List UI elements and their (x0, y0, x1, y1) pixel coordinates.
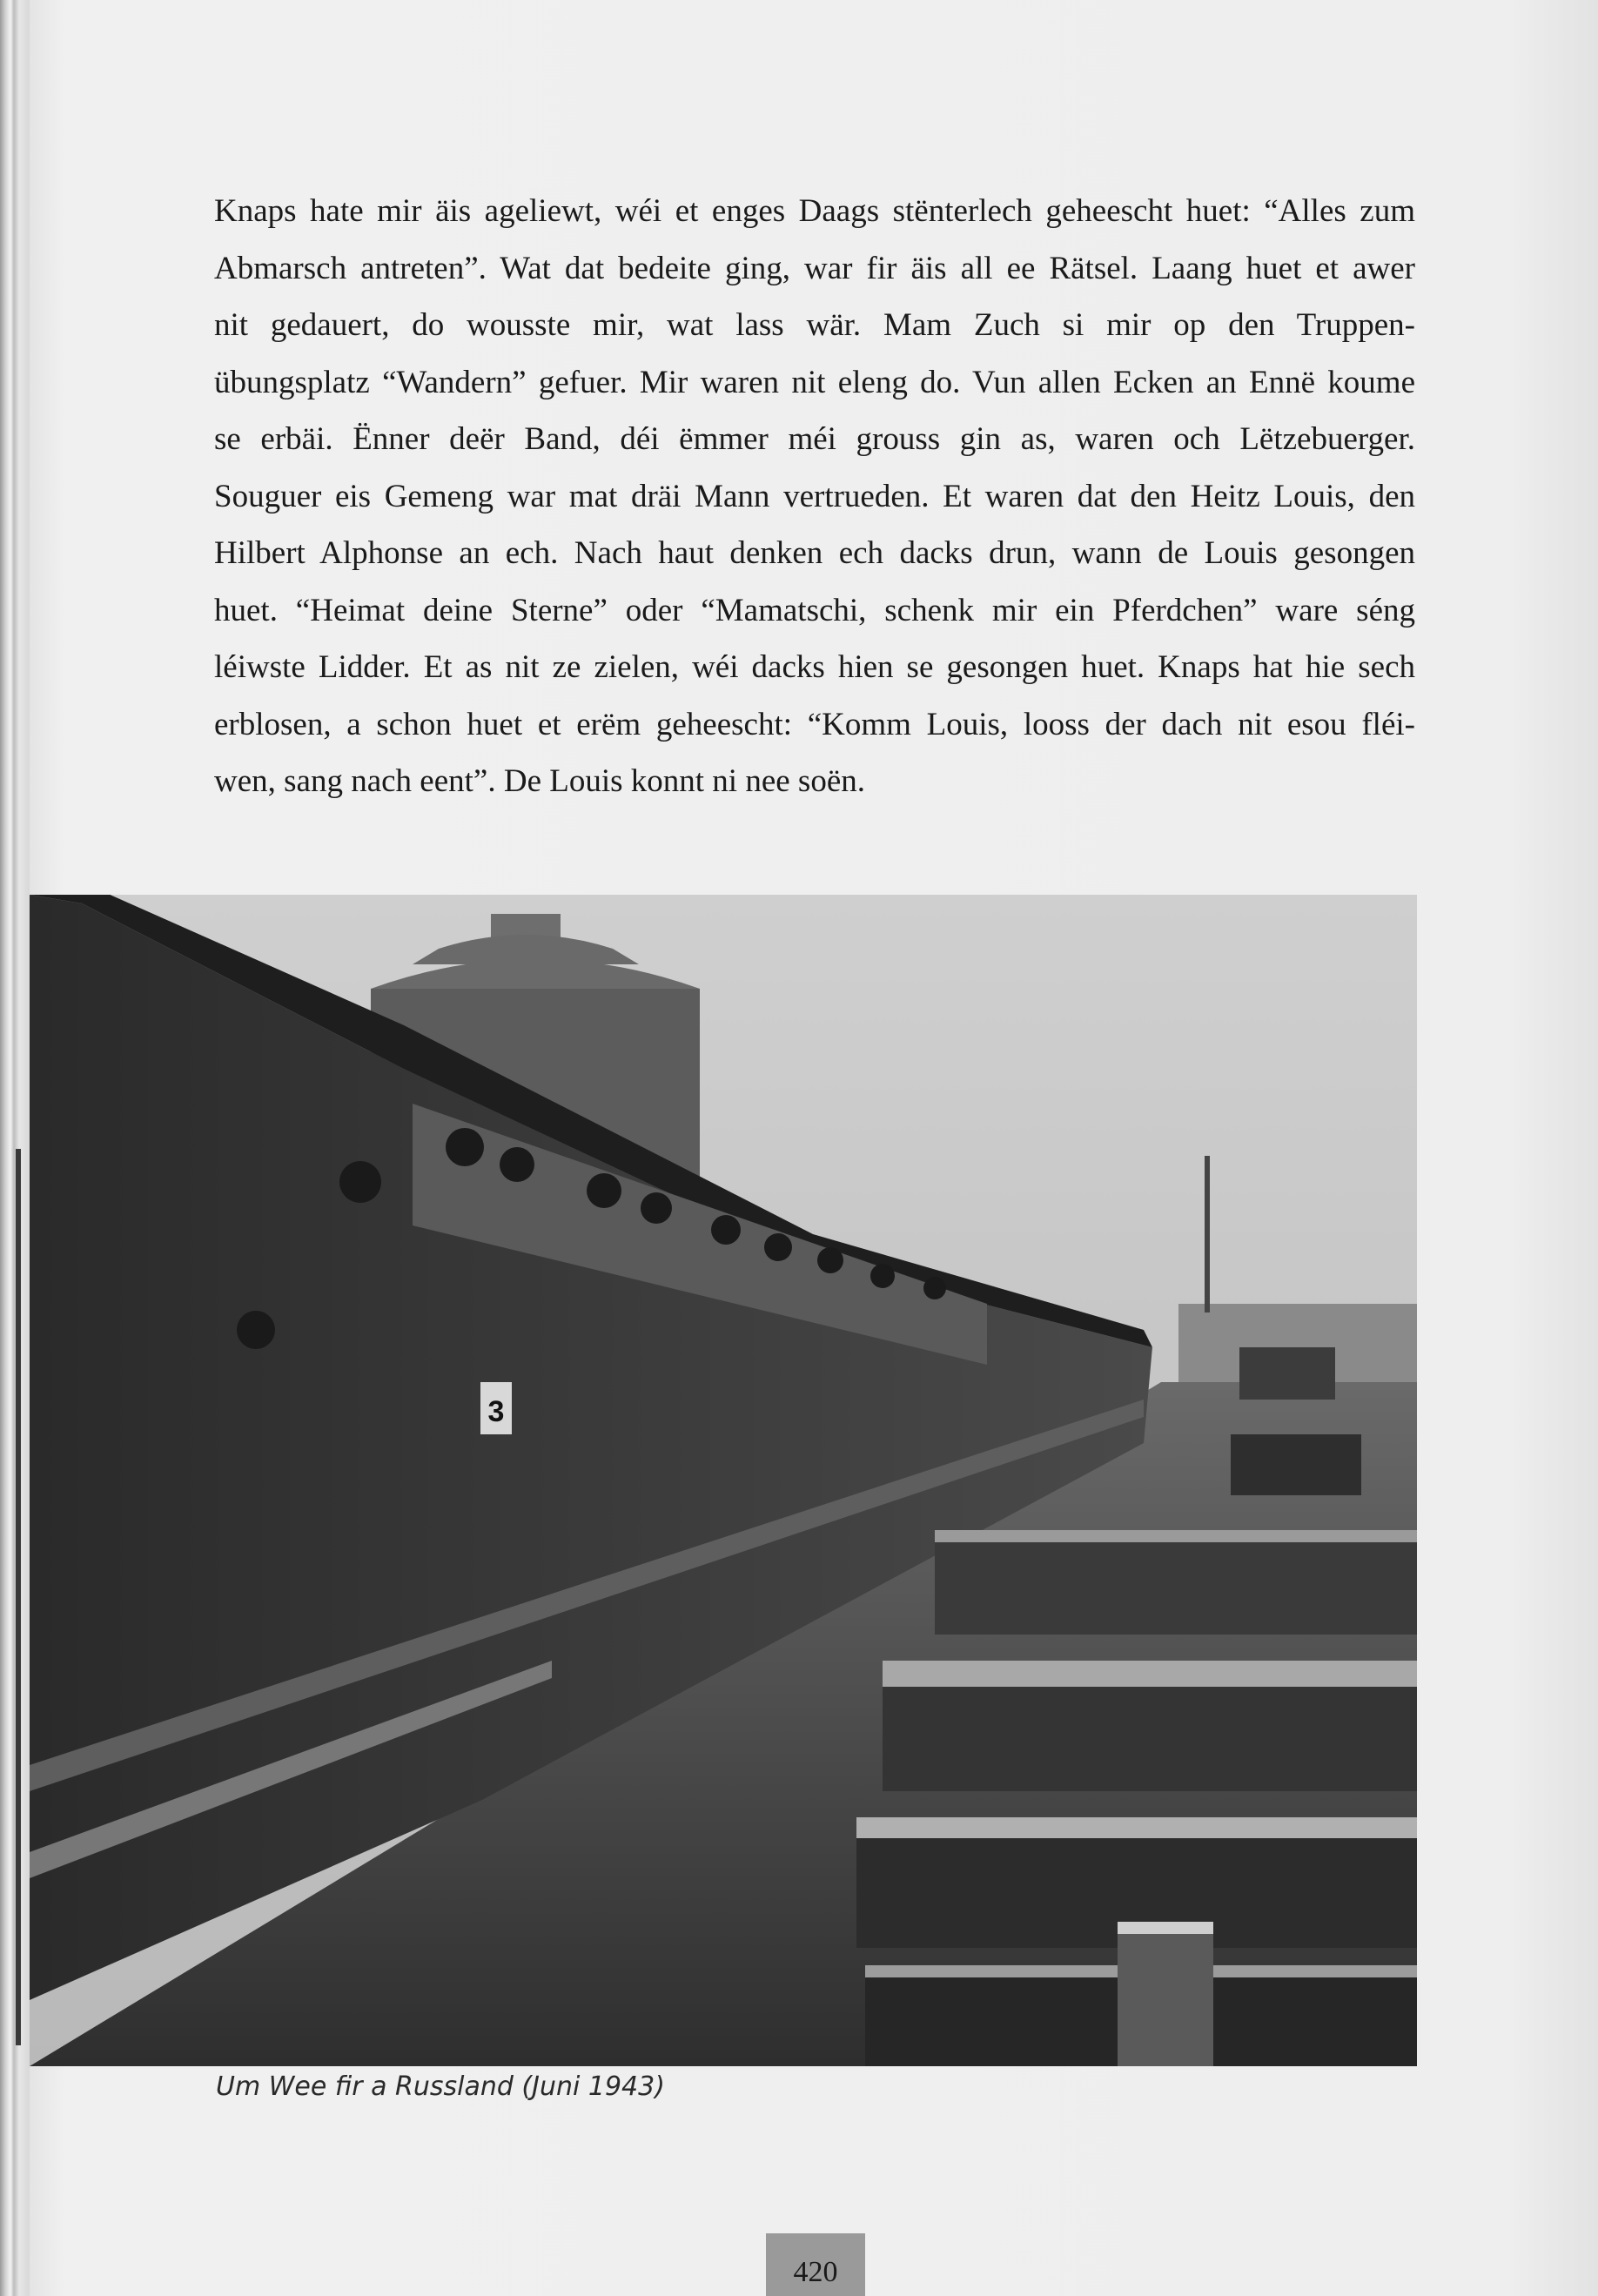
text-line: übungsplatz “Wandern” gefuer. Mir waren nit eleng do. Vun allen Ecken an Ennë koume (214, 364, 1415, 400)
train-photograph (30, 895, 1417, 2066)
text-line: Knaps hate mir äis ageliewt, wéi et enges Daags stënterlech geheescht huet: “Alles zum (214, 193, 1415, 229)
binding-shadow (16, 1149, 21, 2045)
photo-caption: Um Wee fir a Russland (Juni 1943) (216, 2071, 665, 2102)
text-line: Abmarsch antreten”. Wat dat bedeite ging, war fir äis all ee Rätsel. Laang huet et awer (214, 250, 1415, 286)
text-line: nit gedauert, do wousste mir, wat lass wär. Mam Zuch si mir op den Truppen- (214, 307, 1415, 343)
book-binding (0, 0, 30, 2296)
page-number: 420 (793, 2256, 838, 2288)
car-number: 3 (487, 1395, 505, 1428)
text-line: léiwste Lidder. Et as nit ze zielen, wéi dacks hien se gesongen huet. Knaps hat hie sech (214, 649, 1415, 685)
body-paragraph (214, 183, 1415, 810)
page-number-box (766, 2233, 865, 2296)
text-line: Souguer eis Gemeng war mat dräi Mann vertrueden. Et waren dat den Heitz Louis, den (214, 478, 1415, 514)
text-line: Hilbert Alphonse an ech. Nach haut denken ech dacks drun, wann de Louis gesongen (214, 535, 1415, 571)
text-line: se erbäi. Ënner deër Band, déi ëmmer méi grouss gin as, waren och Lëtzebuerger. (214, 421, 1415, 457)
photo-illustration (30, 895, 1417, 2066)
text-line: erblosen, a schon huet et erëm geheescht: “Komm Louis, looss der dach nit esou fléi- (214, 706, 1415, 742)
text-line: huet. “Heimat deine Sterne” oder “Mamatschi, schenk mir ein Pferdchen” ware séng (214, 592, 1415, 628)
text-line: wen, sang nach eent”. De Louis konnt ni nee soën. (214, 763, 866, 799)
